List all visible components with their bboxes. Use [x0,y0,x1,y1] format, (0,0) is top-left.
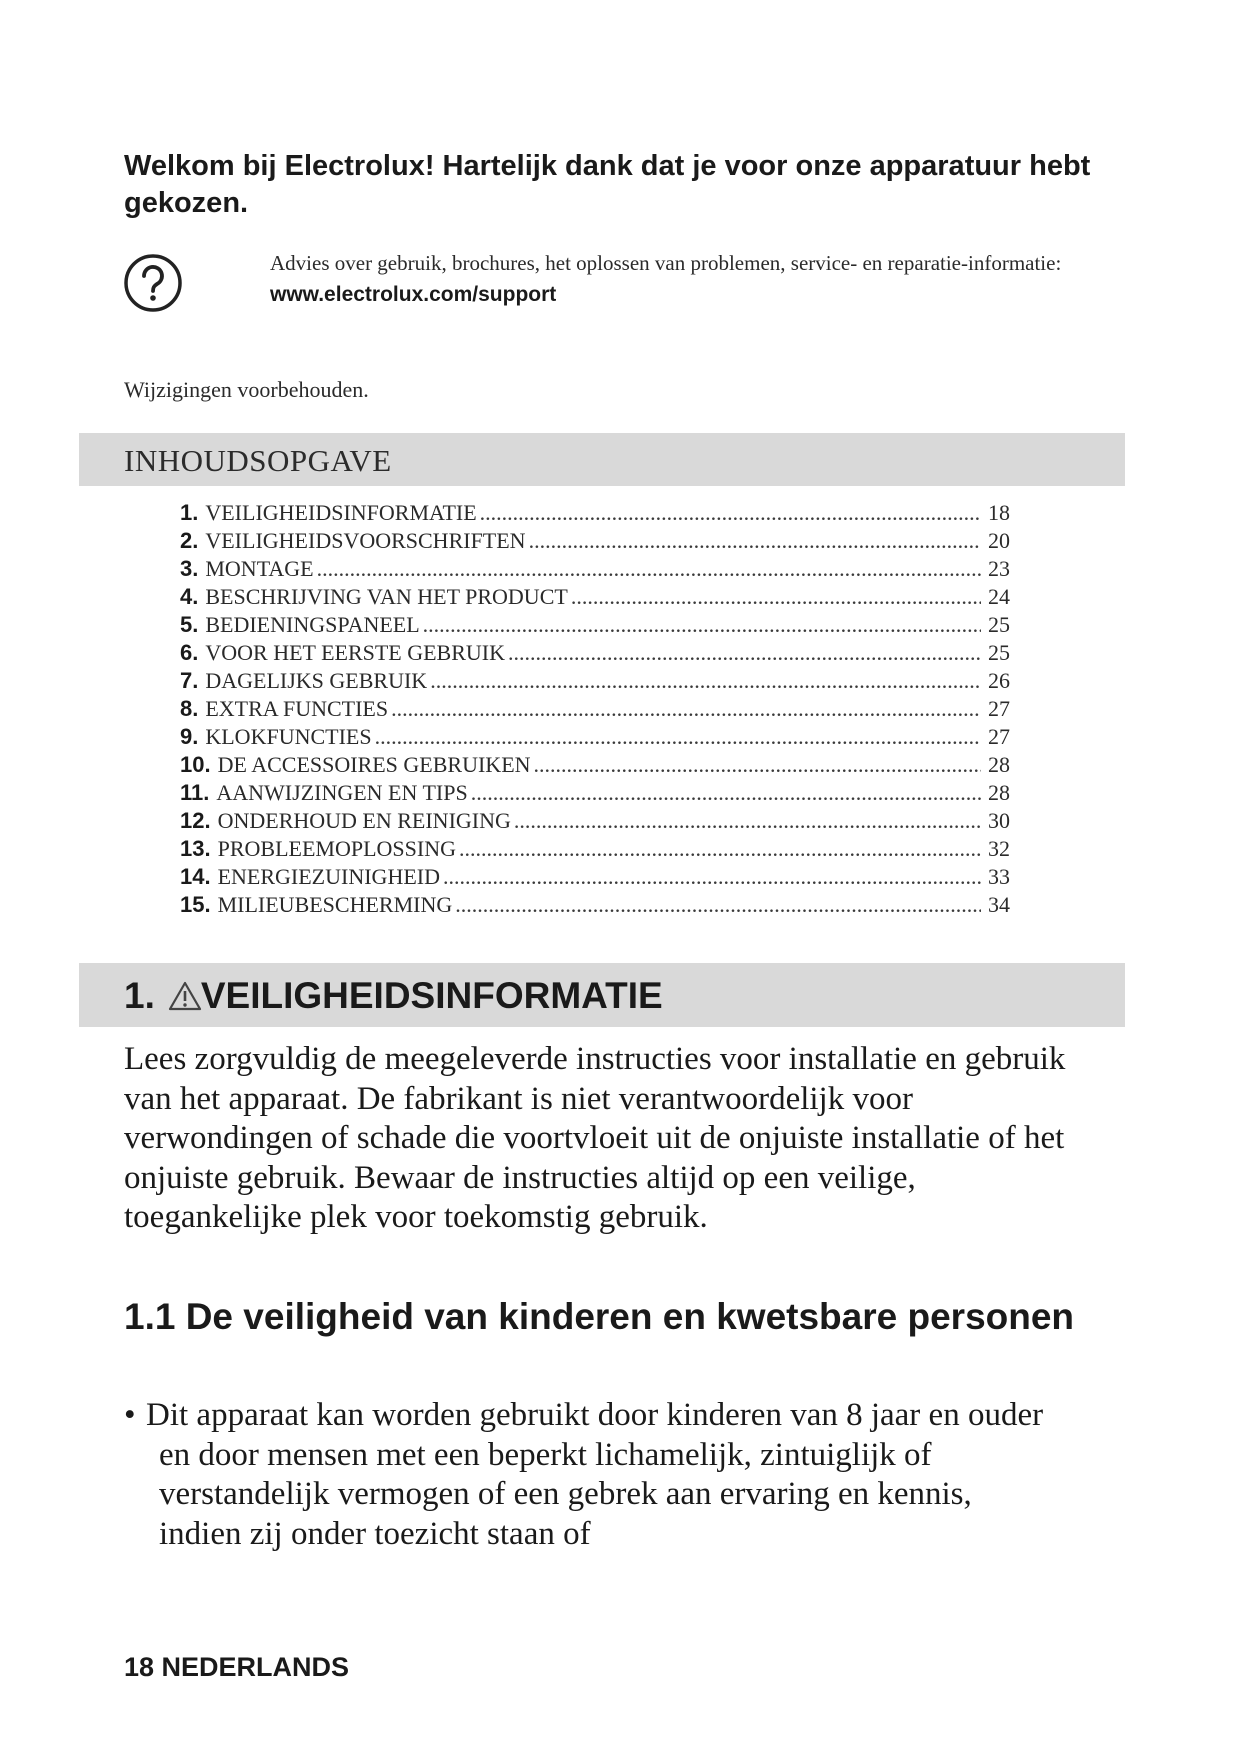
toc-entry[interactable] [180,668,1010,696]
support-link[interactable]: www.electrolux.com/support [270,283,557,306]
toc-leader-dots [529,528,981,554]
toc-entry-label: VEILIGHEIDSINFORMATIE [205,500,477,525]
toc-entry-label: PROBLEEMOPLOSSING [217,836,456,861]
toc-leader-dots [423,612,981,638]
toc-entry-page: 28 [988,780,1010,805]
toc-leader-dots [443,864,981,890]
toc-leader-dots [480,500,981,526]
bullet-mark: • [124,1397,136,1433]
toc-leader-dots [391,696,981,722]
toc-entry-page: 28 [988,752,1010,777]
toc-entry[interactable] [180,752,1010,780]
toc-leader-dots [317,556,981,582]
toc-entry-label: BEDIENINGSPANEEL [205,612,420,637]
toc-entry-number: 8. [180,696,199,721]
toc-header-band [79,433,1125,486]
toc-entry-number: 10. [180,752,211,777]
toc-leader-dots [375,724,981,750]
toc-entry-number: 1. [180,500,199,525]
toc-entry[interactable] [180,528,1010,556]
support-description: Advies over gebruik, brochures, het oplossen van problemen, service- en reparatie-informatie: [270,251,1062,275]
toc-entry-page: 25 [988,640,1010,665]
toc-entry-number: 5. [180,612,199,637]
list-item [124,1396,1059,1554]
section-number: 1. [124,975,155,1016]
toc-entry-number: 15. [180,892,211,917]
toc-entry-page: 23 [988,556,1010,581]
toc-entry-label: DAGELIJKS GEBRUIK [205,668,428,693]
toc-leader-dots [455,892,981,918]
toc-entry[interactable] [180,584,1010,612]
toc-entry-label: VEILIGHEIDSVOORSCHRIFTEN [205,528,526,553]
changes-notice: Wijzigingen voorbehouden. [124,377,369,402]
table-of-contents [180,500,1010,920]
toc-entry-label: AANWIJZINGEN EN TIPS [216,780,468,805]
toc-leader-dots [571,584,981,610]
warning-triangle-icon [167,980,203,1012]
toc-entry-label: VOOR HET EERSTE GEBRUIK [205,640,506,665]
support-info [270,250,1070,308]
toc-entry[interactable] [180,500,1010,528]
toc-leader-dots [514,808,981,834]
toc-entry[interactable] [180,892,1010,920]
section-header-band [79,963,1125,1027]
toc-leader-dots [508,640,981,666]
toc-entry-label: DE ACCESSOIRES GEBRUIKEN [217,752,531,777]
toc-entry-number: 7. [180,668,199,693]
toc-entry[interactable] [180,724,1010,752]
toc-entry-number: 14. [180,864,211,889]
toc-leader-dots [471,780,981,806]
section-intro: Lees zorgvuldig de meegeleverde instructies voor installatie en gebruik van het apparaat. De fabrikant is niet verantwoordelijk voor verwondingen of schade die voortvloeit uit de onjuiste installatie of het onjuiste gebruik. Bewaar de instructies altijd op een veilige, toegankelijke plek voor toekomstig gebruik. [124,1041,1066,1235]
toc-entry-label: EXTRA FUNCTIES [205,696,389,721]
toc-entry-number: 9. [180,724,199,749]
subsection-heading: 1.1 De veiligheid van kinderen en kwetsbare personen [124,1296,1075,1337]
section-title-text: VEILIGHEIDSINFORMATIE [200,975,663,1016]
toc-entry-page: 18 [988,500,1010,525]
toc-entry-label: BESCHRIJVING VAN HET PRODUCT [205,584,568,609]
toc-entry[interactable] [180,640,1010,668]
toc-leader-dots [534,752,981,778]
toc-entry-label: ENERGIEZUINIGHEID [217,864,440,889]
toc-entry-number: 11. [180,780,210,805]
toc-entry-page: 26 [988,668,1010,693]
toc-entry-number: 12. [180,808,211,833]
toc-entry-page: 30 [988,808,1010,833]
toc-entry[interactable] [180,864,1010,892]
question-circle-icon [123,253,183,313]
toc-entry-number: 2. [180,528,199,553]
toc-entry-number: 3. [180,556,199,581]
toc-entry-label: MONTAGE [205,556,314,581]
toc-entry-page: 27 [988,696,1010,721]
toc-entry[interactable] [180,780,1010,808]
toc-entry-page: 33 [988,864,1010,889]
bullet-text: Dit apparaat kan worden gebruikt door kinderen van 8 jaar en ouder en door mensen met een beperkt lichamelijk, zintuiglijk of verstandelijk vermogen of een gebrek aan ervaring en kennis, indien zij onder toezicht staan of [146,1397,1044,1552]
toc-entry-page: 25 [988,612,1010,637]
toc-leader-dots [459,836,981,862]
toc-entry[interactable] [180,556,1010,584]
toc-entry-label: ONDERHOUD EN REINIGING [217,808,511,833]
toc-leader-dots [430,668,981,694]
toc-entry-label: KLOKFUNCTIES [205,724,372,749]
welcome-heading: Welkom bij Electrolux! Hartelijk dank dat je voor onze apparatuur hebt gekozen. [124,150,1091,219]
toc-entry-label: MILIEUBESCHERMING [217,892,453,917]
toc-entry-page: 34 [988,892,1010,917]
toc-entry-page: 32 [988,836,1010,861]
toc-entry-page: 20 [988,528,1010,553]
toc-entry[interactable] [180,696,1010,724]
toc-entry[interactable] [180,612,1010,640]
page-footer: 18 NEDERLANDS [124,1652,350,1682]
toc-entry-page: 27 [988,724,1010,749]
toc-entry[interactable] [180,836,1010,864]
toc-entry[interactable] [180,808,1010,836]
toc-entry-page: 24 [988,584,1010,609]
toc-title: INHOUDSOPGAVE [124,443,392,478]
toc-entry-number: 13. [180,836,211,861]
toc-entry-number: 6. [180,640,199,665]
section-title [124,975,663,1017]
toc-entry-number: 4. [180,584,199,609]
